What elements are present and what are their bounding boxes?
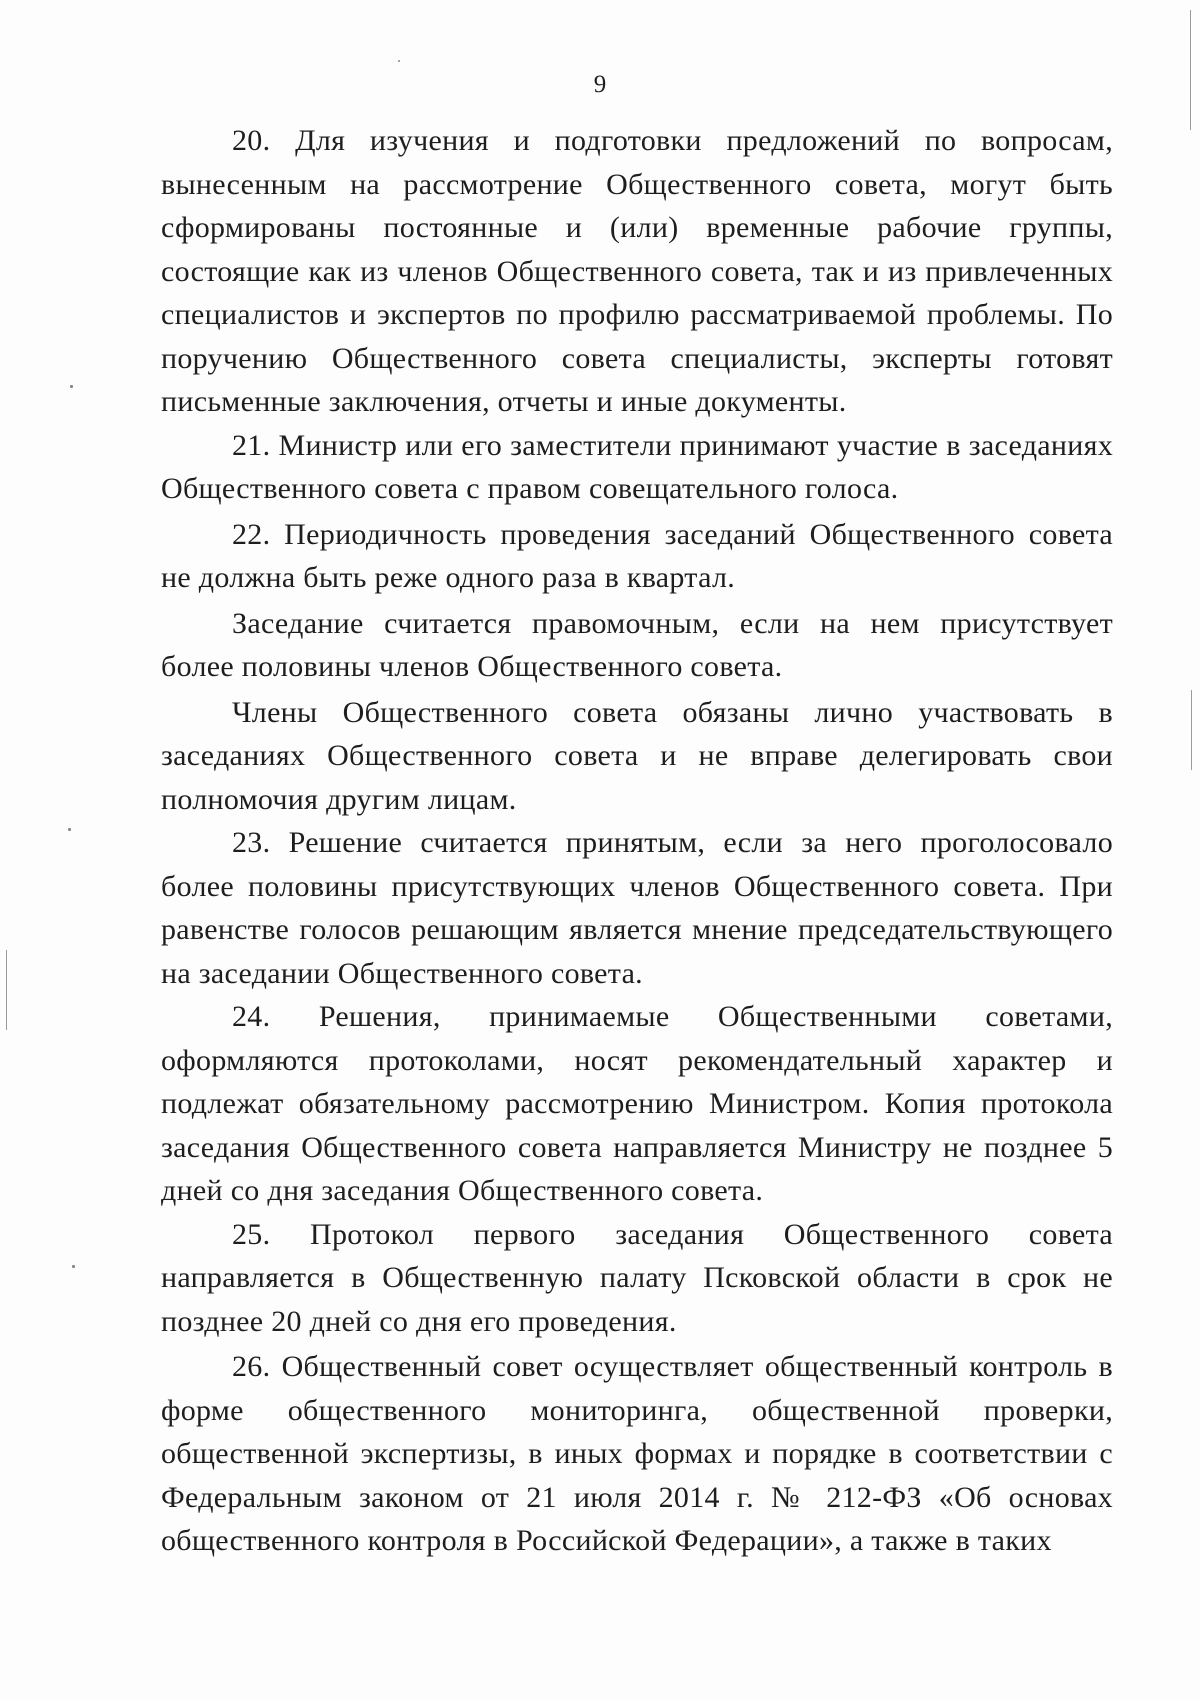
paragraph-22-members: Члены Общественного совета обязаны лично участвовать в заседаниях Общественного совета и не вправе делегировать свои полномочия другим лицам. (161, 695, 1113, 816)
scan-speck (68, 828, 71, 831)
paragraph-21: 21. Министр или его заместители принимают участие в заседаниях Общественного совета с правом совещательного голоса. (161, 428, 1113, 505)
scan-speck (398, 60, 400, 62)
scan-speck (72, 1265, 75, 1268)
scan-edge-line (6, 950, 7, 1030)
paragraph-26: 26. Общественный совет осуществляет общественный контроль в форме общественного мониторинга, общественной проверки, общественной экспертизы, в иных формах и порядке в соответствии с Федеральным законом от 21 июля 2014 г. № 212-ФЗ «Об основах общественного контроля в Российской Федерации», а также в таких (161, 1350, 1113, 1557)
paragraph-20: 20. Для изучения и подготовки предложений по вопросам, вынесенным на рассмотрение Общественного совета, могут быть сформированы постоянные и (или) временные рабочие группы, состоящие как из членов Общественного совета, так и из привлеченных специалистов и экспертов по профилю рассматриваемой проблемы. По поручению Общественного совета специалисты, эксперты готовят письменные заключения, отчеты и иные документы. (161, 124, 1113, 418)
scan-speck (70, 385, 73, 388)
scan-edge-line (1191, 690, 1192, 770)
paragraph-23: 23. Решение считается принятым, если за него проголосовало более половины присутствующих членов Общественного совета. При равенстве голосов решающим является мнение председательствующего на заседании Общественного совета. (161, 826, 1113, 990)
paragraph-24: 24. Решения, принимаемые Общественными советами, оформляются протоколами, носят рекомендательный характер и подлежат обязательному рассмотрению Министром. Копия протокола заседания Общественного совета направляется Министру не позднее 5 дней со дня заседания Общественного совета. (161, 1000, 1113, 1207)
paragraph-22: 22. Периодичность проведения заседаний Общественного совета не должна быть реже одного раза в квартал. (161, 517, 1113, 594)
paragraph-22-quorum: Заседание считается правомочным, если на нем присутствует более половины членов Общественного совета. (161, 606, 1113, 683)
page-number: 9 (593, 71, 607, 98)
scan-edge-line (1190, 10, 1191, 130)
paragraph-25: 25. Протокол первого заседания Общественного совета направляется в Общественную палату Псковской области в срок не позднее 20 дней со дня его проведения. (161, 1217, 1113, 1338)
document-body (161, 119, 1113, 1563)
